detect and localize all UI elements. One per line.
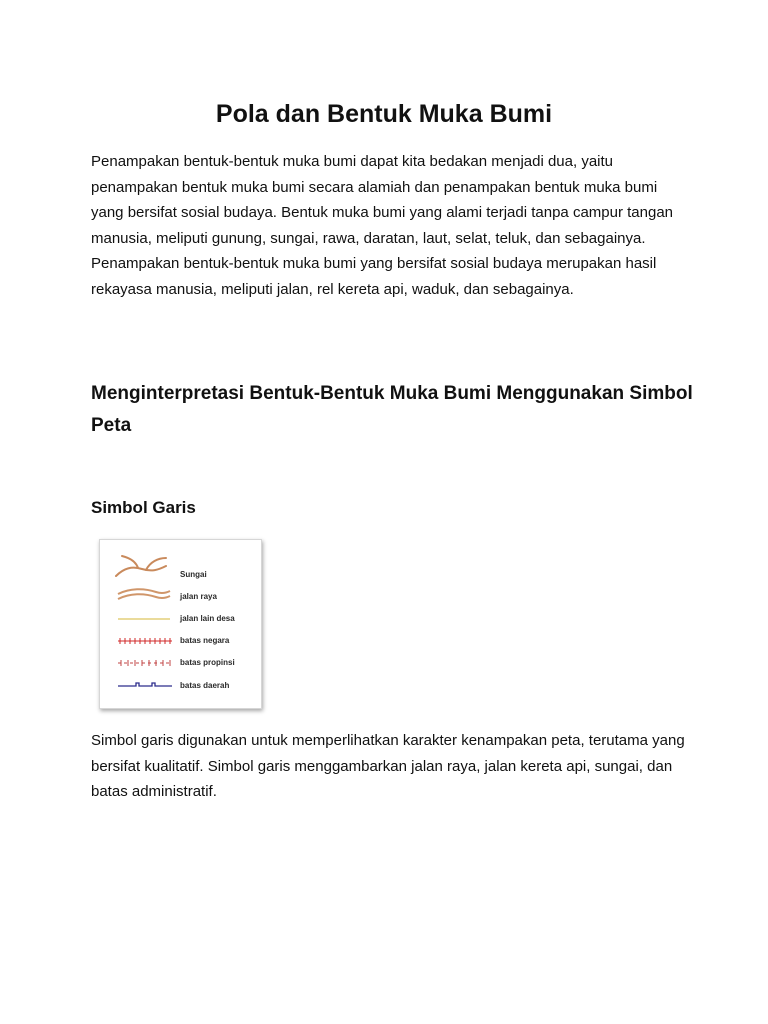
legend-label-sungai: Sungai: [180, 570, 207, 579]
legend-label-batas-propinsi: batas propinsi: [180, 658, 235, 667]
description-paragraph: Simbol garis digunakan untuk memperlihatkan karakter kenampakan peta, terutama yang bersifat kualitatif. Simbol garis menggambarkan jalan raya, jalan kereta api, sungai, dan batas administratif.: [91, 732, 685, 800]
country-border-symbol: [118, 638, 172, 644]
line-symbol-legend-image: [99, 539, 262, 709]
page-title: Pola dan Bentuk Muka Bumi: [215, 100, 553, 128]
legend-label-batas-daerah: batas daerah: [180, 681, 230, 690]
section-heading: Menginterpretasi Bentuk-Bentuk Muka Bumi Menggunakan Simbol Peta: [91, 383, 693, 436]
river-symbol: [116, 556, 166, 576]
subsection-heading: Simbol Garis: [91, 498, 196, 517]
legend-label-batas-negara: batas negara: [180, 636, 230, 645]
intro-paragraph: Penampakan bentuk-bentuk muka bumi dapat kita bedakan menjadi dua, yaitu penampakan bentuk muka bumi secara alamiah dan penampakan bentuk muka bumi yang bersifat sosial budaya. Bentuk muka bumi yang alami terjadi tanpa campur tangan manusia, meliputi gunung, sungai, rawa, daratan, laut, selat, teluk, dan sebagainya. Penampakan bentuk-bentuk muka bumi yang bersifat sosial budaya merupakan hasil rekayasa manusia, meliputi jalan, rel kereta api, waduk, dan sebagainya.: [91, 153, 674, 298]
legend-label-jalan-raya: jalan raya: [180, 592, 217, 601]
province-border-symbol: [118, 660, 172, 666]
regional-border-symbol: [118, 683, 172, 686]
highway-symbol: [118, 589, 170, 599]
legend-label-jalan-lain-desa: jalan lain desa: [180, 614, 235, 623]
